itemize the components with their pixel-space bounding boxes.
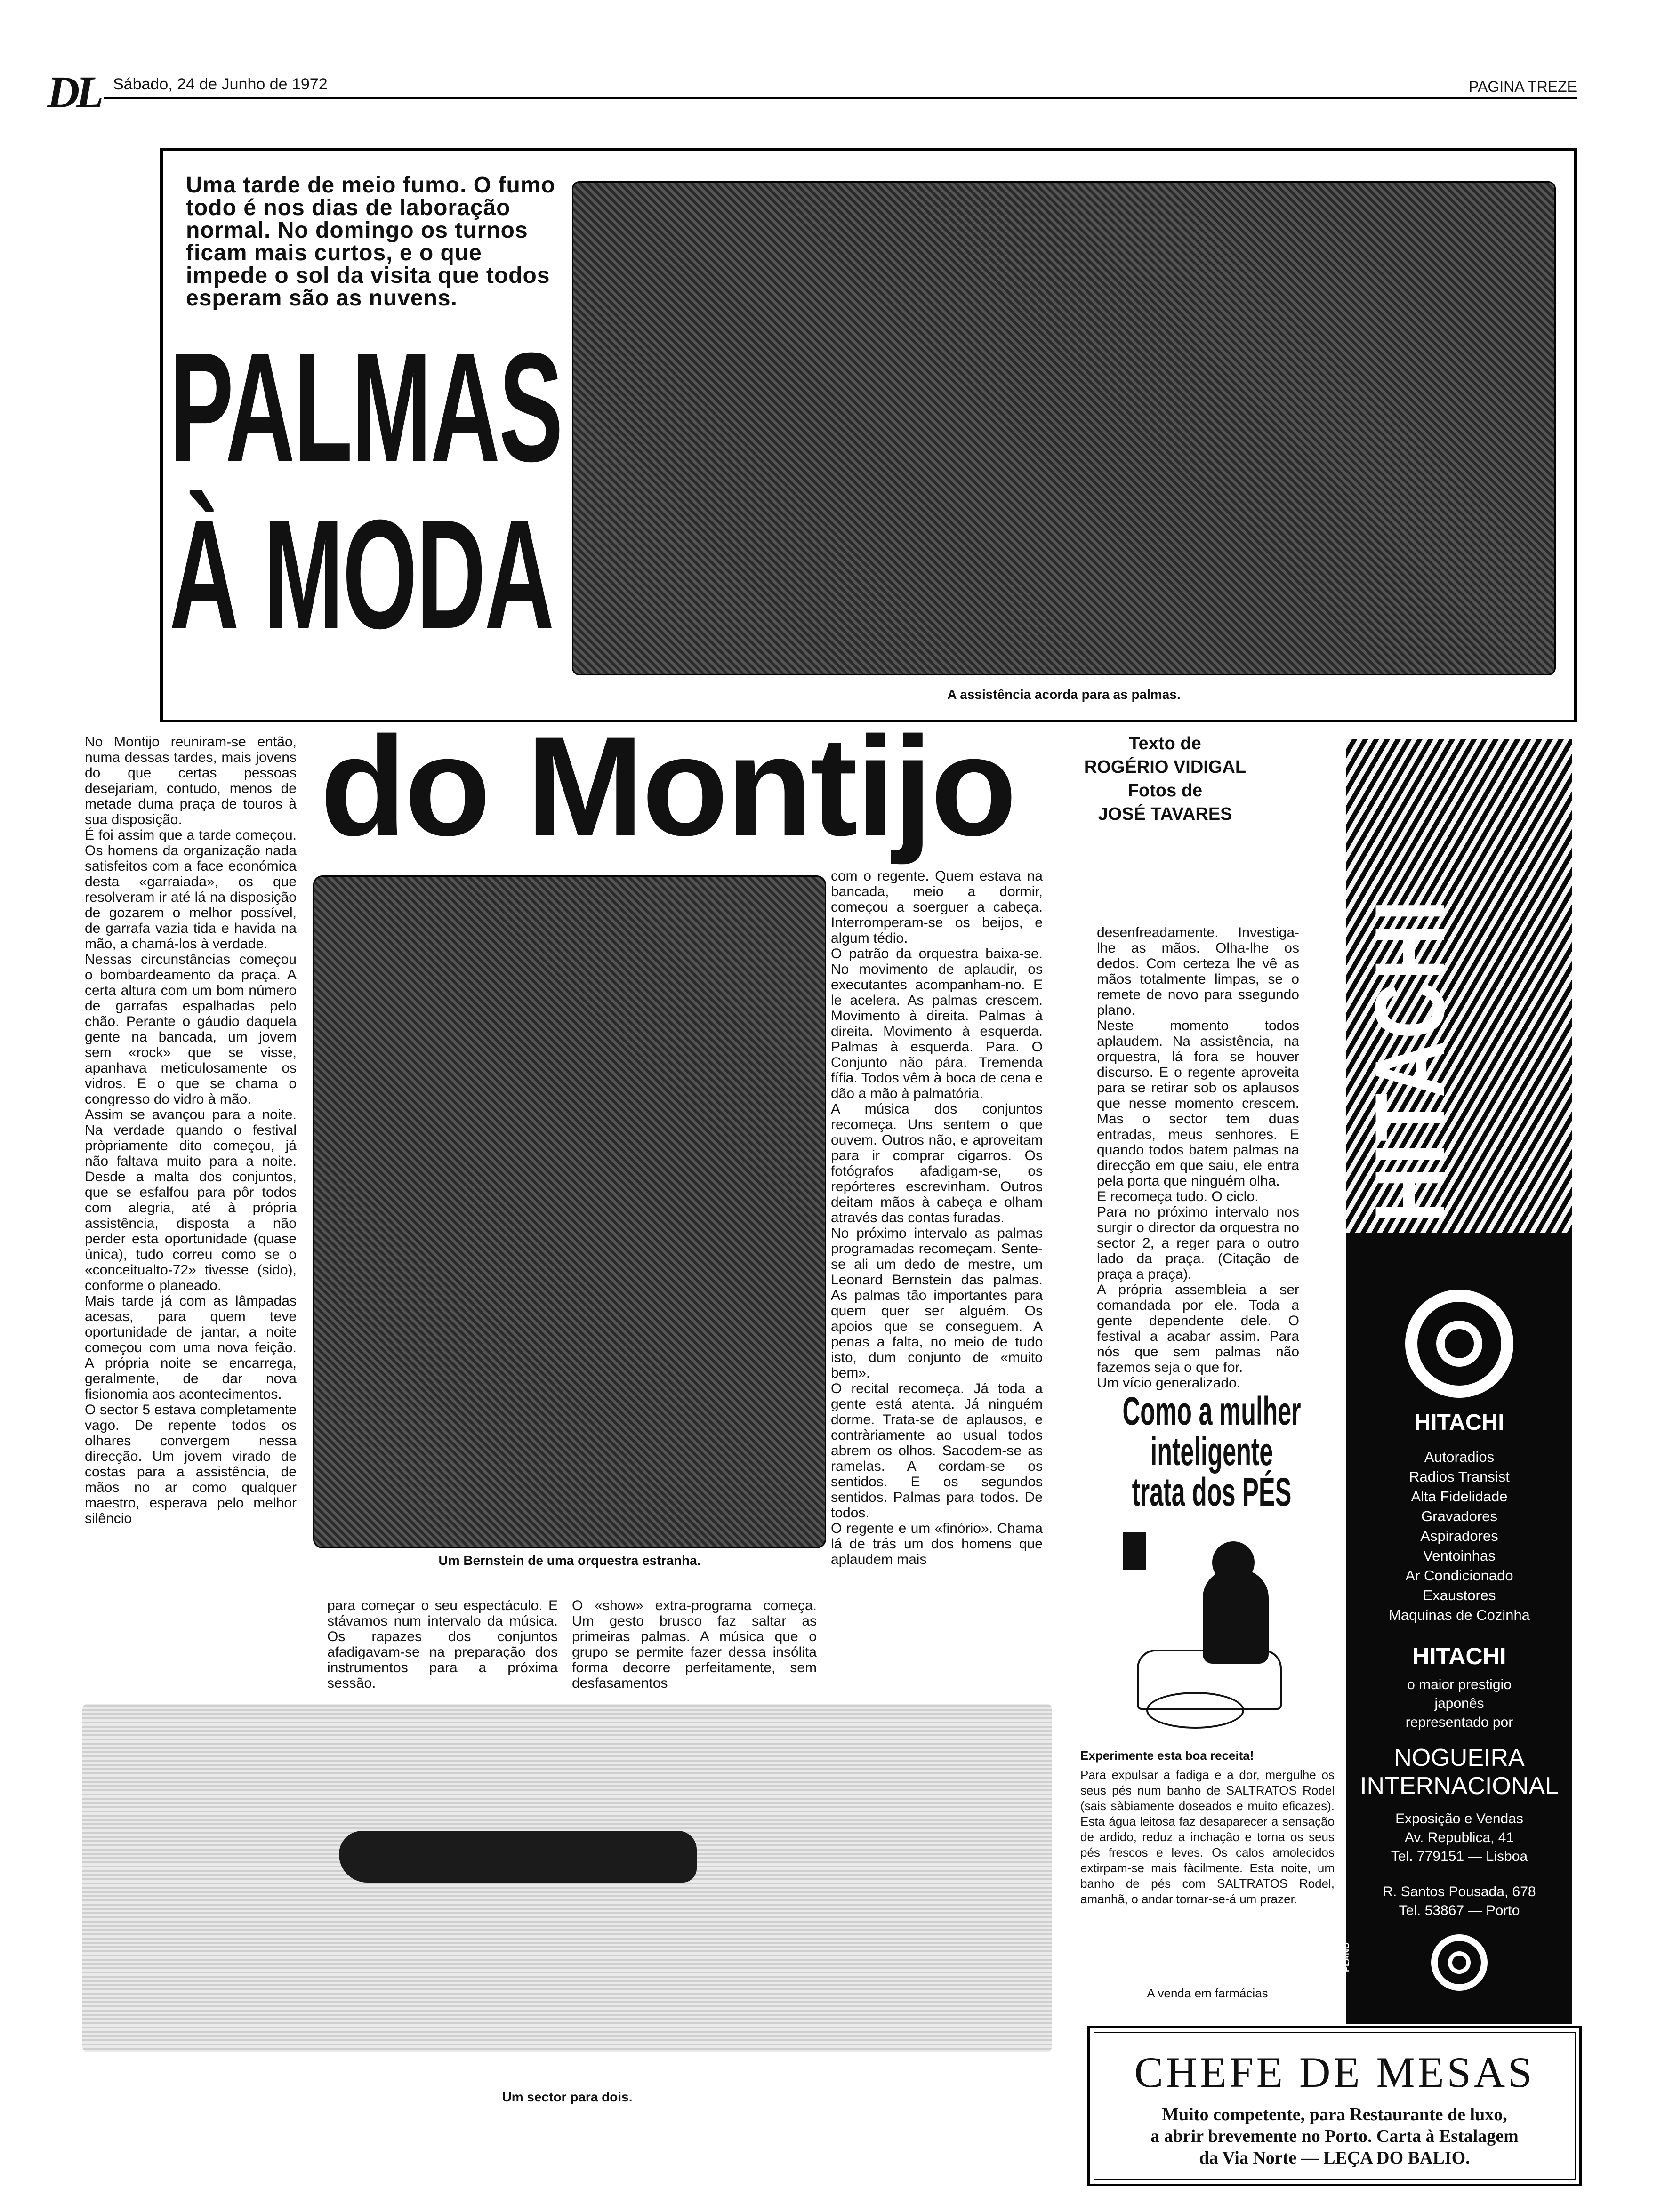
product-item: Exaustores (1423, 1587, 1496, 1603)
product-item: Maquinas de Cozinha (1389, 1607, 1530, 1623)
product-item: Gravadores (1421, 1508, 1497, 1524)
hitachi-ad (1342, 739, 1572, 2024)
saltratos-ad (1080, 1391, 1342, 2017)
chefe-body (1090, 2104, 1579, 2169)
article-column-1: No Montijo reuniram-se então, numa dessas tardes, mais jovens do que certas pessoas desejariam, contudo, menos de metade duma praça de touros à sua disposição. É foi assim que a tarde começou. Os homens da organização nada satisfeitos com a face económica desta «garraiada», os que resolveram ir até lá na disposição de gozarem o melhor possível, de garrafa vazia tida e havida na mão, a chamá-los à verdade. Nessas circunstâncias começou o bombardeamento da praça. A certa altura com um bom número de garrafas espalhadas pelo chão. Perante o gáudio daquela gente na bancada, um jovem sem «rock» que se visse, apanhava meticulosamente os vidros. E o que se chama o congresso do vidro à mão. Assim se avançou para a noite. Na verdade quando o festival pròpriamente dito começou, já não faltava muito para a noite. Desde a maltа dos conjuntos, que se esfalfou para pôr todos com alegria, até à própria assistência, disposta a não perder esta oportunidade (quase única), tudo correu como se o «conceitualto-72» tivesse (sido), conforme o planeado. Mais tarde já com as lâmpadas acesas, para quem teve oportunidade de jantar, a noite começou com uma nova feição. A própria noite se encarrega, geralmente, de dar nova fisionomia aos acontecimentos. O sector 5 estava completamente vago. De repente todos os olhares convergem nessa direcção. Um jovem virado de costas para a assistência, de mãos no ar como qualquer maestro, esperava pelo melhor silêncio (85, 734, 297, 1526)
saltratos-headline (1080, 1391, 1343, 1512)
hitachi-vertical-brand: HITACHI (1354, 898, 1465, 1224)
address-line: Tel. 779151 — Lisboa (1391, 1849, 1528, 1864)
credits (1083, 732, 1247, 826)
photo-caption-middle: Um Bernstein de uma orquestra estranha. (438, 1553, 701, 1568)
article-lead: Uma tarde de meio fumo. O fumo todo é nos dias de laboração normal. No domingo os turnos ficam mais curtos, e o que impede o sol da visita que todos esperam são as nuvens. (186, 173, 555, 311)
hitachi-products (1346, 1447, 1572, 1625)
photo-conductor (313, 875, 826, 1548)
slogan-line: o maior prestigio (1407, 1677, 1512, 1692)
saltratos-footer: A venda em farmácias (1147, 1986, 1268, 2000)
saltratos-illustration (1118, 1532, 1316, 1734)
article-column-5: desenfreadamente. Investiga-lhe as mãos. Olha-lhe os dedos. Com certeza lhe vê as mãos totalmente limpas, se o remete de novo para ssegundo plano. Neste momento todos aplaudem. Na assistência, na orquestra, lá fora se houver discurso. E o regente aproveita para se retirar sob os aplausos que nesse momento crescem. Mas o sector tem duas entradas, meus senhores. E quando todos batem palmas na direcção em que saiu, ele entra pela porta que ninguém olha. E recomeça tudo. O ciclo. Para no próximo intervalo nos surgir o director da orquestra no sector 2, a reger para o outro lado da praça. (Citação de praça a praça). A própria assembleia a ser comandada por ele. Toda a gente dependente dele. O festival a acabar assim. Para nós que sem palmas não fazemos seja o que for. Um vício generalizado. (1097, 925, 1299, 1391)
distributor-line: NOGUEIRA (1394, 1744, 1525, 1771)
porto-address (1346, 1883, 1572, 1920)
photo-crowd (572, 181, 1556, 675)
article-column-2: para começar o seu espectáculo. E stávamos num intervalo da música. Os rapazes dos conjuntos afadigavam-se na preparação dos instrumentos para a próxima sessão. (327, 1598, 558, 1691)
photo-caption-top: A assistência acorda para as palmas. (947, 687, 1181, 702)
header-date: Sábado, 24 de Junho de 1972 (113, 75, 328, 93)
product-item: Ventoinhas (1423, 1547, 1496, 1564)
product-item: Alta Fidelidade (1411, 1488, 1508, 1505)
address-line: Tel. 53867 — Porto (1399, 1903, 1520, 1918)
address-line: R. Santos Pousada, 678 (1383, 1884, 1536, 1899)
distributor-line: INTERNACIONAL (1360, 1772, 1559, 1800)
product-item: Radios Transist (1409, 1468, 1510, 1485)
headline-line: inteligente (1150, 1429, 1273, 1474)
address-line: Av. Republica, 41 (1404, 1830, 1514, 1845)
article-column-3: O «show» extra-programa começa. Um gesto brusco faz saltar as primeiras palmas. A música que o grupo se permite fazer dessa insólita forma decorre perfeitamente, sem desfasamentos (572, 1598, 817, 1691)
photo-caption-bottom: Um sector para dois. (502, 2090, 633, 2104)
saltratos-tagline: Experimente esta boa receita! (1080, 1748, 1254, 1763)
saltratos-body: Para expulsar a fadiga e a dor, mergulhe os seus pés num banho de SALTRATOS Rodel (sais sàbiamente doseados e muito eficazes). Esta água leitosa faz desaparecer a sensação de ardido, reduz a inchação e torna os seus pés frescos e leves. Os calos amolecidos extirpam-se mais fàcilmente. Esta noite, um banho de pés com SALTRATOS Rodel, amanhã, o andar tornar-se-á um prazer. (1080, 1768, 1335, 1906)
hitachi-logo-brand: HITACHI (1414, 1410, 1504, 1435)
chefe-body-line: da Via Norte — LEÇA DO BALIO. (1199, 2148, 1470, 2168)
header-rule (104, 97, 1577, 99)
chefe-ad (1087, 2026, 1582, 2186)
newspaper-logo: DL (47, 67, 100, 117)
lisboa-address (1346, 1810, 1572, 1866)
chefe-title: CHEFE DE MESAS (1134, 2048, 1535, 2096)
headline-a-moda: À MODA (169, 487, 553, 661)
credits-author: ROGÉRIO VIDIGAL (1084, 757, 1247, 777)
credits-text-label: Texto de (1129, 734, 1201, 753)
hitachi-small-logo (1431, 1934, 1488, 1991)
chefe-body-line: Muito competente, para Restaurante de luxo, (1162, 2105, 1507, 2124)
article-column-4: com o regente. Quem estava na bancada, meio a dormir, começou a soerguer a cabeça. Interromperam-se os beijos, e algum tédio. O patrão da orquestra baixa-se. No movimento de aplaudir, os executantes acompanham-no. E le acelera. As palmas crescem. Movimento à direita. Palmas à direita. Movimento à esquerda. Palmas à esquerda. Para. O Conjunto não pára. Tremenda fífia. Todos vêm à boca de cena e dão a mão à palmatória. A música dos conjuntos recomeça. Uns sentem o que ouvem. Outros não, e aproveitam para ir comprar cigarros. Os fotógrafos afadigam-se, os repórteres escrevinham. Outros deitam mãos à cabeça e olham através das contas furadas. No próximo intervalo as palmas programadas recomeçam. Sente-se ali um dedo de mestre, um Leonard Bernstein das palmas. As palmas tão importantes para quem quer ser alguém. Os apoios que se conseguem. A penas a falta, no meio de tudo isto, dum conjunto de «muito bem». O recital recomeça. Já toda a gente está atenta. Já ninguém dorme. Trata-se de aplausos, e contràriamente ao usual todos abrem os olhos. Sacodem-se as ramelas. A cordam-se os sentidos. E os segundos sentidos. Palmas para todos. De todos. O regente e um «finório». Chama lá de trás um dos homens que aplaudem mais (831, 868, 1043, 1567)
hitachi-brand-2: HITACHI (1412, 1643, 1506, 1669)
photo-couple-figures (339, 1831, 697, 1883)
product-item: Aspiradores (1420, 1528, 1498, 1544)
hitachi-slogan (1346, 1675, 1572, 1732)
agency-credit: PLANO (1342, 1942, 1351, 1972)
header-page-number: PAGINA TREZE (1469, 78, 1577, 95)
headline-palmas: PALMAS (169, 320, 562, 494)
slogan-line: japonês (1434, 1696, 1484, 1711)
headline-line: trata dos PÉS (1132, 1470, 1292, 1514)
headline-line: Como a mulher (1122, 1389, 1301, 1433)
product-item: Ar Condicionado (1405, 1567, 1513, 1584)
headline-do-montijo: do Montijo (320, 707, 1015, 865)
product-item: Autoradios (1424, 1449, 1495, 1465)
distributor-name (1346, 1744, 1572, 1800)
slogan-line: representado por (1405, 1715, 1513, 1730)
chefe-body-line: a abrir brevemente no Porto. Carta à Estalagem (1150, 2126, 1519, 2146)
address-line: Exposição e Vendas (1395, 1811, 1523, 1827)
credits-photo-label: Fotos de (1127, 781, 1203, 801)
credits-photographer: JOSÉ TAVARES (1098, 804, 1232, 824)
hitachi-logo (1405, 1290, 1513, 1398)
